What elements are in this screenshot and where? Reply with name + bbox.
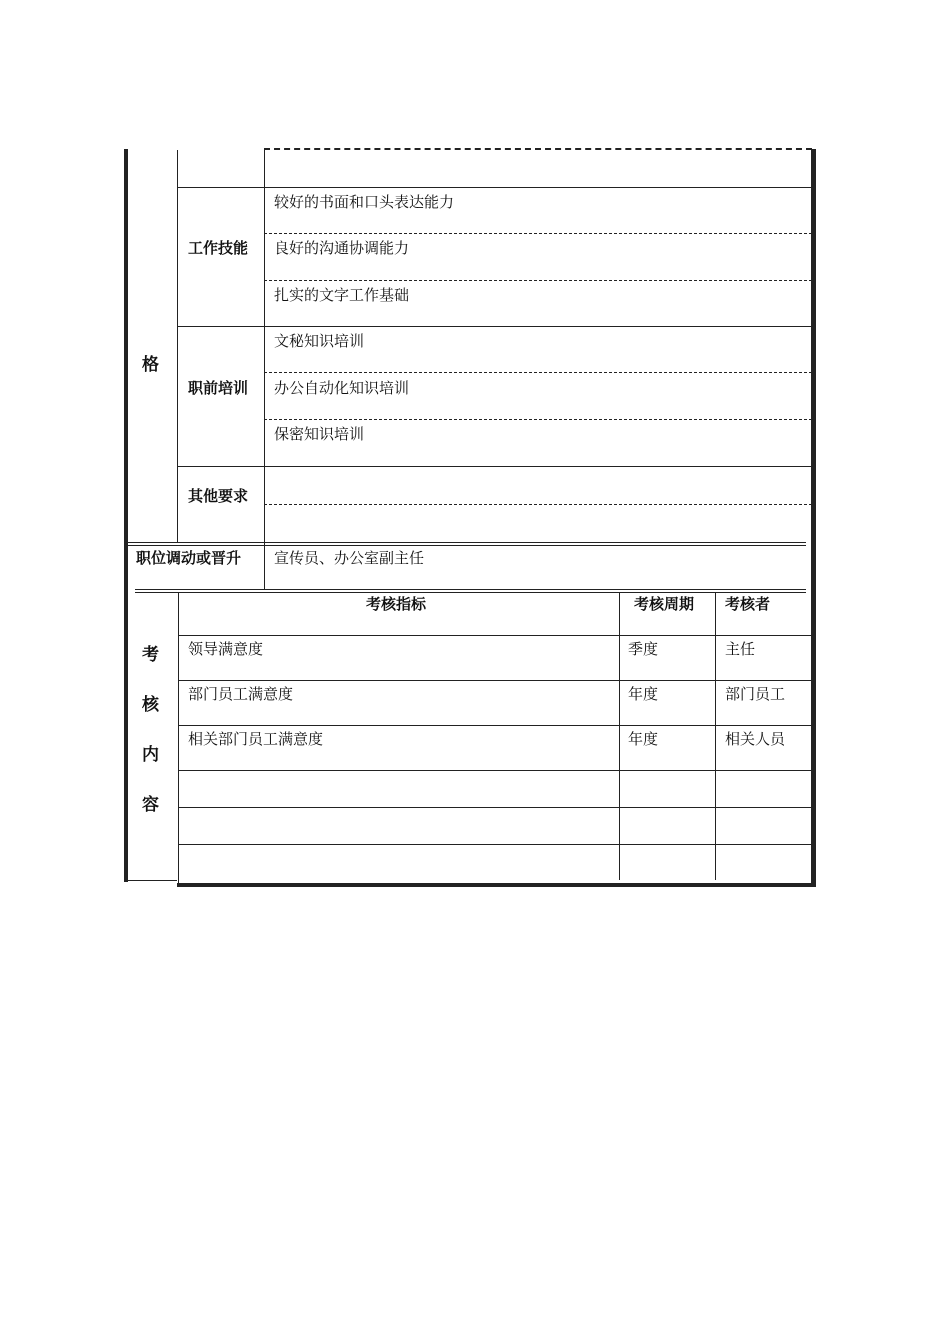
row-indicator: 相关部门员工满意度 [188, 730, 324, 748]
double-line-top [128, 542, 806, 543]
work-skills-label: 工作技能 [188, 239, 249, 257]
row-assessor: 相关人员 [725, 730, 786, 748]
row-indicator: 领导满意度 [188, 640, 264, 658]
dashed-line [264, 372, 812, 373]
double-line-bottom [128, 545, 806, 546]
row-period: 年度 [628, 730, 659, 748]
row-assessor: 部门员工 [725, 685, 786, 703]
training-item: 文秘知识培训 [274, 332, 365, 350]
assess-row-line [178, 770, 812, 771]
promotion-value: 宣传员、办公室副主任 [274, 549, 425, 567]
col-divider-1 [177, 150, 178, 543]
header-indicator: 考核指标 [366, 595, 427, 613]
assessment-section-char: 核 [142, 695, 159, 715]
training-item: 保密知识培训 [274, 425, 365, 443]
bottom-left-line [128, 880, 177, 881]
row-assessor: 主任 [725, 640, 756, 658]
dashed-line [264, 233, 812, 234]
dashed-line [264, 419, 812, 420]
left-border [124, 149, 128, 882]
assess-row-line [178, 725, 812, 726]
work-skill-item: 良好的沟通协调能力 [274, 239, 410, 257]
assessment-section-char: 容 [142, 795, 159, 815]
assess-row-line [178, 807, 812, 808]
dashed-line [264, 280, 812, 281]
dashed-line [264, 504, 812, 505]
row-line [177, 466, 812, 467]
work-skill-item: 较好的书面和口头表达能力 [274, 193, 455, 211]
bottom-border [177, 883, 816, 887]
col-divider-2 [264, 150, 265, 590]
header-period: 考核周期 [634, 595, 695, 613]
row-period: 年度 [628, 685, 659, 703]
assessment-section-char: 内 [142, 745, 159, 765]
assess-row-line [178, 680, 812, 681]
right-border [811, 149, 816, 887]
assessment-section-char: 考 [142, 645, 159, 665]
work-skill-item: 扎实的文字工作基础 [274, 286, 410, 304]
double-line-top [135, 589, 806, 590]
row-period: 季度 [628, 640, 659, 658]
header-assessor: 考核者 [725, 595, 771, 613]
pre-job-training-label: 职前培训 [188, 379, 249, 397]
row-line [177, 326, 812, 327]
row-indicator: 部门员工满意度 [188, 685, 294, 703]
row-line [177, 187, 812, 188]
double-line-bottom [135, 592, 806, 593]
promotion-label: 职位调动或晋升 [136, 549, 242, 567]
qualification-section-label: 格 [142, 355, 159, 375]
assess-row-line [178, 635, 812, 636]
top-dashed-line [264, 148, 812, 150]
assess-row-line [178, 844, 812, 845]
other-requirements-label: 其他要求 [188, 487, 249, 505]
training-item: 办公自动化知识培训 [274, 379, 410, 397]
